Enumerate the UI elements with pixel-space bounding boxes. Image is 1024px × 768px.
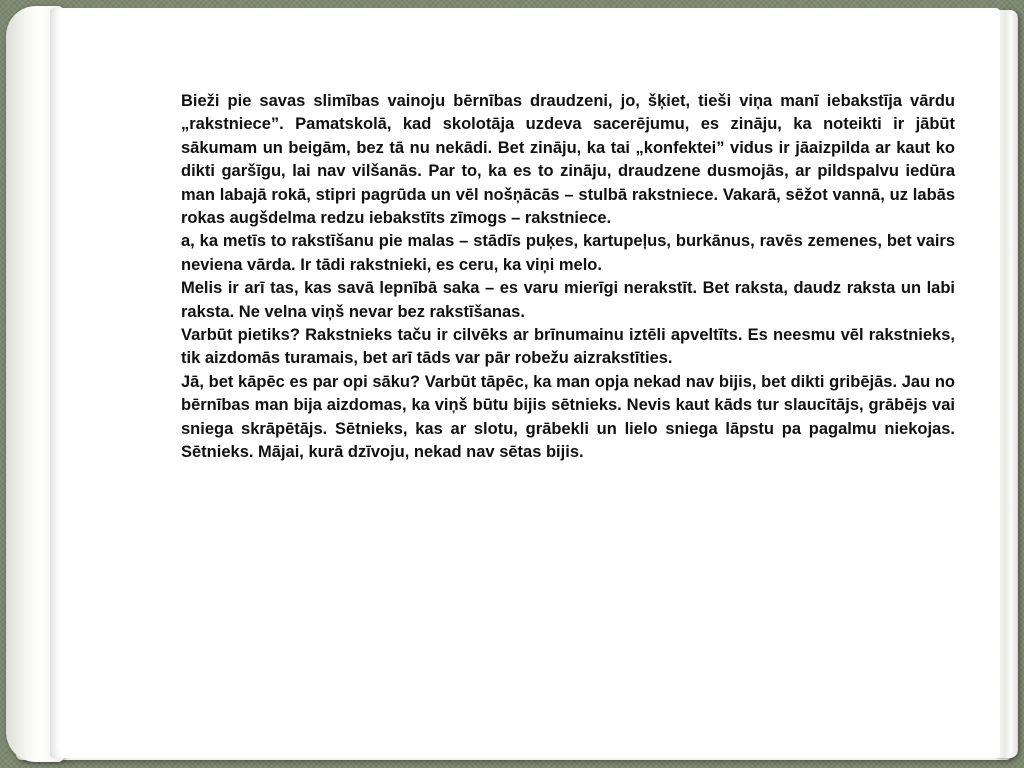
paragraph-4: Varbūt pietiks? Rakstnieks taču ir cilvēks ar brīnumainu iztēli apveltīts. Es neesmu vēl rakstnieks, tik aizdomās turamais, bet arī tāds var pār robežu aizrakstīties. — [181, 326, 955, 368]
text-block — [181, 90, 955, 465]
paragraph-3: Melis ir arī tas, kas savā lepnībā saka – es varu mierīgi nerakstīt. Bet raksta, daudz raksta un labi raksta. Ne velna viņš nevar bez rakstīšanas. — [181, 279, 955, 321]
paragraph-2: a, ka metīs to rakstīšanu pie malas – stādīs puķes, kartupeļus, burkānus, ravēs zemenes, bet vairs neviena vārda. Ir tādi rakstnieki, es ceru, ka viņi melo. — [181, 232, 955, 274]
paragraph-5: Jā, bet kāpēc es par opi sāku? Varbūt tāpēc, ka man opja nekad nav bijis, bet dikti gribējās. Jau no bērnības man bija aizdomas, ka viņš būtu bijis sētnieks. Nevis kaut kāds tur slaucītājs, grābējs vai sniega skrāpētājs. Sētnieks, kas ar slotu, grābekli un lielo sniega lāpstu pa pagalmu niekojas. Sētnieks. Mājai, kurā dzīvoju, nekad nav sētas bijis. — [181, 372, 955, 462]
paragraph-1: Bieži pie savas slimības vainoju bērnības draudzeni, jo, šķiet, tieši viņa manī iebakstīja vārdu „rakstniece”. Pamatskolā, kad skolotāja uzdeva sacerējumu, es zināju, ka noteikti ir jābūt sākumam un beigām, bez tā nu nekādi. Bet zināju, ka tai „konfektei” vidus ir jāaizpilda ar kaut ko dikti garšīgu, lai nav vilšanās. Par to, ka es to zināju, draudzene dusmojās, ar pildspalvu iedūra man labajā rokā, stipri pagrūda un vēl nošņācās – stulbā rakstniece. Vakarā, sēžot vannā, uz labās rokas augšdelma redzu iebakstīts zīmogs – rakstniece. — [181, 92, 955, 228]
